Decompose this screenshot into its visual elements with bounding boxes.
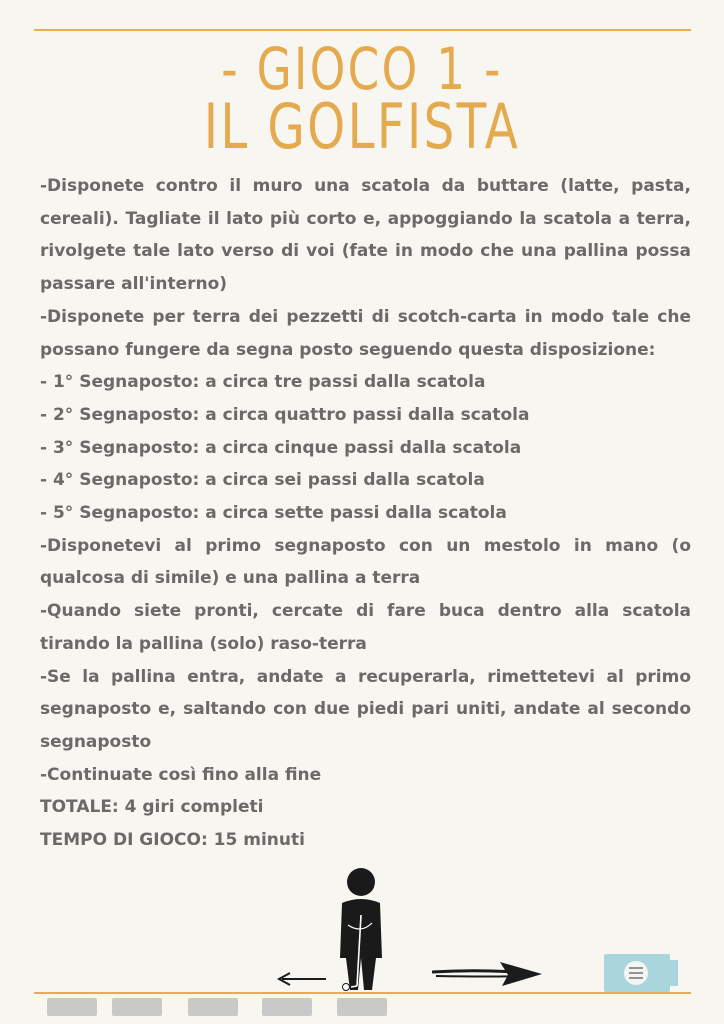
instruction-paragraph: -Se la pallina entra, andate a recuperarla, rimettetevi al primo segnaposto e, saltando con due piedi pari uniti, andate al secondo segnaposto [40, 666, 691, 752]
tape-marker [188, 998, 238, 1016]
game-number-title: - GIOCO 1 - [221, 35, 503, 103]
game-name-title: IL GOLFISTA [203, 90, 521, 163]
list-item: - 5° Segnaposto: a circa sette passi dalla scatola [40, 503, 507, 524]
tape-marker [47, 998, 97, 1016]
game-time: TEMPO DI GIOCO: 15 minuti [40, 830, 305, 851]
list-item: - 2° Segnaposto: a circa quattro passi dalla scatola [40, 404, 530, 425]
tape-marker [262, 998, 312, 1016]
list-item: - 3° Segnaposto: a circa cinque passi dalla scatola [40, 437, 522, 458]
tape-marker [337, 998, 387, 1016]
total-rounds: TOTALE: 4 giri completi [40, 797, 264, 818]
list-item: - 1° Segnaposto: a circa tre passi dalla scatola [40, 372, 486, 393]
instruction-paragraph: -Disponetevi al primo segnaposto con un mestolo in mano (o qualcosa di simile) e una pallina a terra [40, 535, 691, 589]
instruction-paragraph: -Continuate così fino alla fine [40, 764, 322, 785]
instruction-paragraph: -Disponete per terra dei pezzetti di scotch-carta in modo tale che possano fungere da segna posto seguendo questa disposizione: [40, 306, 691, 360]
list-item: - 4° Segnaposto: a circa sei passi dalla scatola [40, 470, 485, 491]
golfer-stick-figure-icon [340, 868, 382, 991]
instruction-paragraph: -Disponete contro il muro una scatola da buttare (latte, pasta, cereali). Tagliate il lato più corto e, appoggiando la scatola a terra, rivolgete tale lato verso di voi (fate in modo che una pallina possa passare all'interno) [40, 176, 691, 295]
instruction-paragraph: -Quando siete pronti, cercate di fare buca dentro alla scatola tirando la pallina (solo) raso-terra [40, 601, 691, 654]
left-arrow-icon [279, 973, 326, 985]
right-arrow-icon [432, 962, 542, 986]
bottom-divider [34, 992, 691, 994]
milk-carton-icon [604, 952, 684, 994]
tape-marker [112, 998, 162, 1016]
